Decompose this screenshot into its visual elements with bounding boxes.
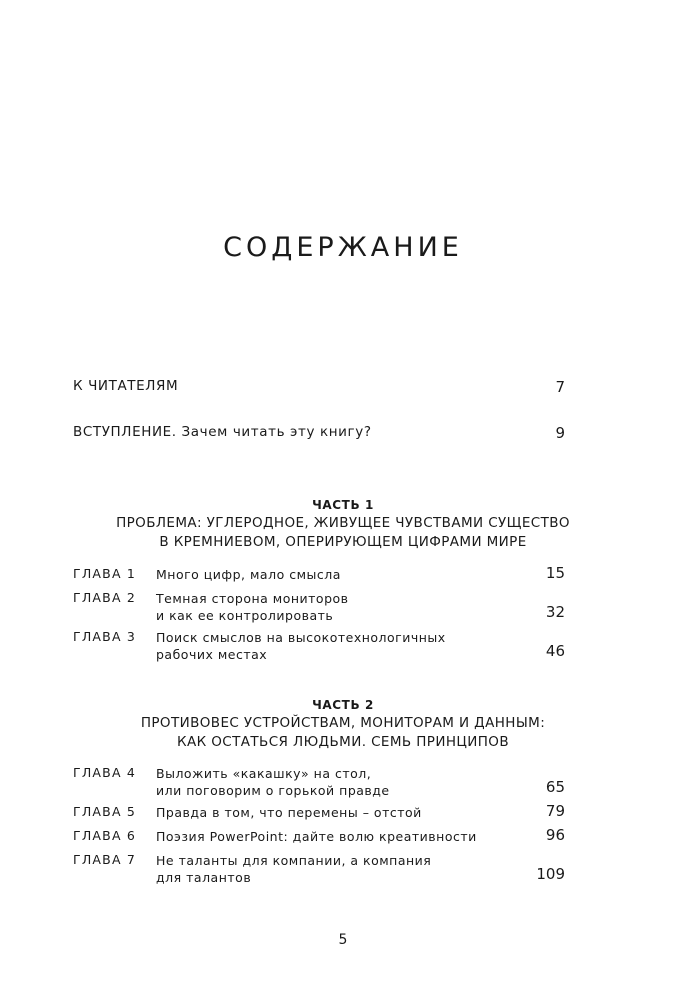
page-title: СОДЕРЖАНИЕ — [223, 232, 463, 263]
chapter-title-line: Правда в том, что перемены – отстой — [156, 805, 422, 820]
part-title-line: ПРОБЛЕМА: УГЛЕРОДНОЕ, ЖИВУЩЕЕ ЧУВСТВАМИ СУЩЕСТВО — [116, 515, 570, 531]
chapter-title — [156, 566, 496, 583]
chapter-label: ГЛАВА 4 — [73, 765, 137, 780]
chapter-label: ГЛАВА 7 — [73, 852, 137, 867]
part-2-heading — [60, 697, 626, 752]
chapter-label: ГЛАВА 5 — [73, 804, 137, 819]
chapter-label: ГЛАВА 1 — [73, 566, 137, 581]
chapter-title — [156, 852, 496, 886]
chapter-page: 79 — [545, 802, 565, 820]
toc-entry-page: 9 — [555, 424, 565, 442]
chapter-title-line: Много цифр, мало смысла — [156, 567, 341, 582]
chapter-label: ГЛАВА 3 — [73, 629, 137, 644]
toc-entry-to-readers[interactable] — [73, 378, 565, 396]
chapter-title — [156, 590, 496, 624]
chapter-page: 109 — [536, 865, 565, 883]
chapter-page: 96 — [545, 826, 565, 844]
chapter-title — [156, 828, 496, 845]
chapter-label: ГЛАВА 2 — [73, 590, 137, 605]
chapter-title-line: и как ее контролировать — [156, 608, 334, 623]
chapter-page: 32 — [545, 603, 565, 621]
part-1-heading — [60, 497, 626, 552]
part-title-line: В КРЕМНИЕВОМ, ОПЕРИРУЮЩЕМ ЦИФРАМИ МИРЕ — [159, 534, 527, 550]
part-label: ЧАСТЬ 1 — [312, 498, 374, 512]
chapter-title-line: Поэзия PowerPoint: дайте волю креативности — [156, 829, 477, 844]
chapter-title — [156, 629, 496, 663]
chapter-title — [156, 804, 496, 821]
toc-entry-title: ВСТУПЛЕНИЕ. Зачем читать эту книгу? — [73, 424, 372, 440]
chapter-title-line: рабочих местах — [156, 647, 268, 662]
chapter-label: ГЛАВА 6 — [73, 828, 137, 843]
part-title-line: КАК ОСТАТЬСЯ ЛЮДЬМИ. СЕМЬ ПРИНЦИПОВ — [176, 734, 509, 750]
page-number: 5 — [338, 932, 348, 948]
chapter-page: 65 — [545, 778, 565, 796]
chapter-title-line: для талантов — [156, 870, 252, 885]
chapter-title-line: Не таланты для компании, а компания — [156, 853, 432, 868]
chapter-page: 46 — [545, 642, 565, 660]
chapter-title-line: Темная сторона мониторов — [156, 591, 349, 606]
part-title-line: ПРОТИВОВЕС УСТРОЙСТВАМ, МОНИТОРАМ И ДАННЫМ: — [140, 715, 546, 731]
chapter-title — [156, 765, 496, 799]
chapter-page: 15 — [545, 564, 565, 582]
chapter-title-line: Поиск смыслов на высокотехнологичных — [156, 630, 446, 645]
chapter-title-line: Выложить «какашку» на стол, — [156, 766, 372, 781]
part-label: ЧАСТЬ 2 — [312, 698, 374, 712]
toc-entry-introduction[interactable] — [73, 424, 565, 442]
chapter-title-line: или поговорим о горькой правде — [156, 783, 390, 798]
toc-entry-title: К ЧИТАТЕЛЯМ — [73, 378, 179, 394]
toc-entry-page: 7 — [555, 378, 565, 396]
